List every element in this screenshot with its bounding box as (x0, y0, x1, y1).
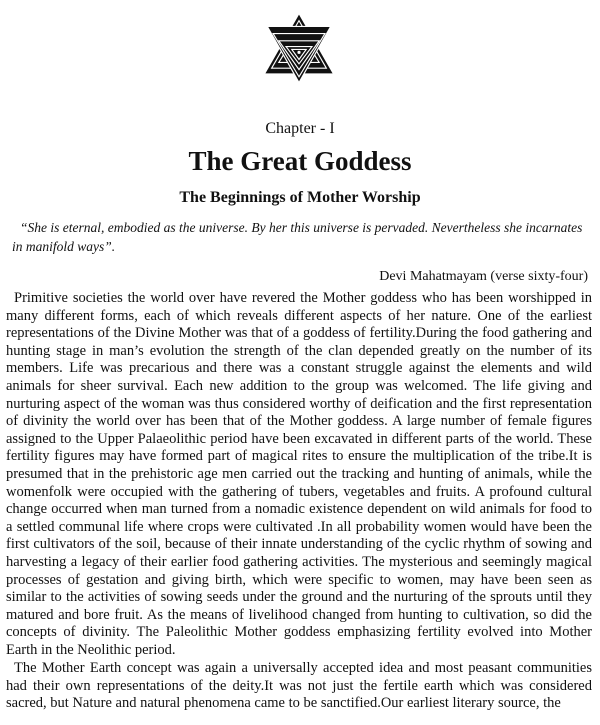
sri-yantra-icon (263, 12, 335, 84)
chapter-subtitle: The Beginnings of Mother Worship (179, 189, 421, 206)
epigraph-citation: Devi Mahatmayam (verse sixty-four) (379, 269, 588, 284)
body-paragraph: The Mother Earth concept was again a universally accepted idea and most peasant communities had their own representations of the deity.It was not just the fertile earth which was considered sacred, but Nature and natural phenomena came to be sanctified.Our earliest literary source, the (6, 660, 592, 712)
epigraph-quote: “She is eternal, embodied as the universe. By her this universe is pervaded. Nevertheless she incarnates in manifold ways”. (12, 220, 583, 254)
chapter-title: The Great Goddess (188, 146, 412, 176)
body-paragraph: Primitive societies the world over have revered the Mother goddess who has been worshipped in many different forms, each of which reveals different aspects of her nature. One of the earliest representations of the Divine Mother was that of a goddess of fertility.During the food gathering and hunting stage in man’s evolution the strength of the clan depended greatly on the number of its members. Life was precarious and there was a constant struggle against the elements and wild animals for sheer survival. Each new addition to the group was welcomed. The life giving and nurturing aspect of the woman was thus considered worthy of deification and the first representation of divinity the world over has been that of the Mother goddess. A large number of female figures assigned to the Upper Palaeolithic period have been excavated in different parts of the world. These fertility figures may have formed part of magical rites to ensure the multiplication of the tribe.It is presumed that in the prehistoric age men carried out the tracking and hunting of animals, while the womenfolk were occupied with the gathering of tubers, vegetables and fruits. A profound cultural change occurred when man turned from a nomadic existence dependent on wild animals for food to a settled communal life where crops were cultivated .In all probability women would have been the first cultivators of the soil, because of their innate understanding of the cyclic rhythm of sowing and harvesting a legacy of their earlier food gathering activities. The mysterious and seemingly magical processes of gestation and giving birth, which were specific to women, may have been seen as similar to the activities of sowing seeds under the ground and the nurturing of the sprouts until they matured and bore fruit. As the means of livelihood changed from hunting to cultivation, so did the concepts of divinity. The Paleolithic Mother goddess emphasizing fertility evolved into Mother Earth in the Neolithic period. (6, 290, 592, 658)
chapter-number: Chapter - I (265, 120, 335, 137)
